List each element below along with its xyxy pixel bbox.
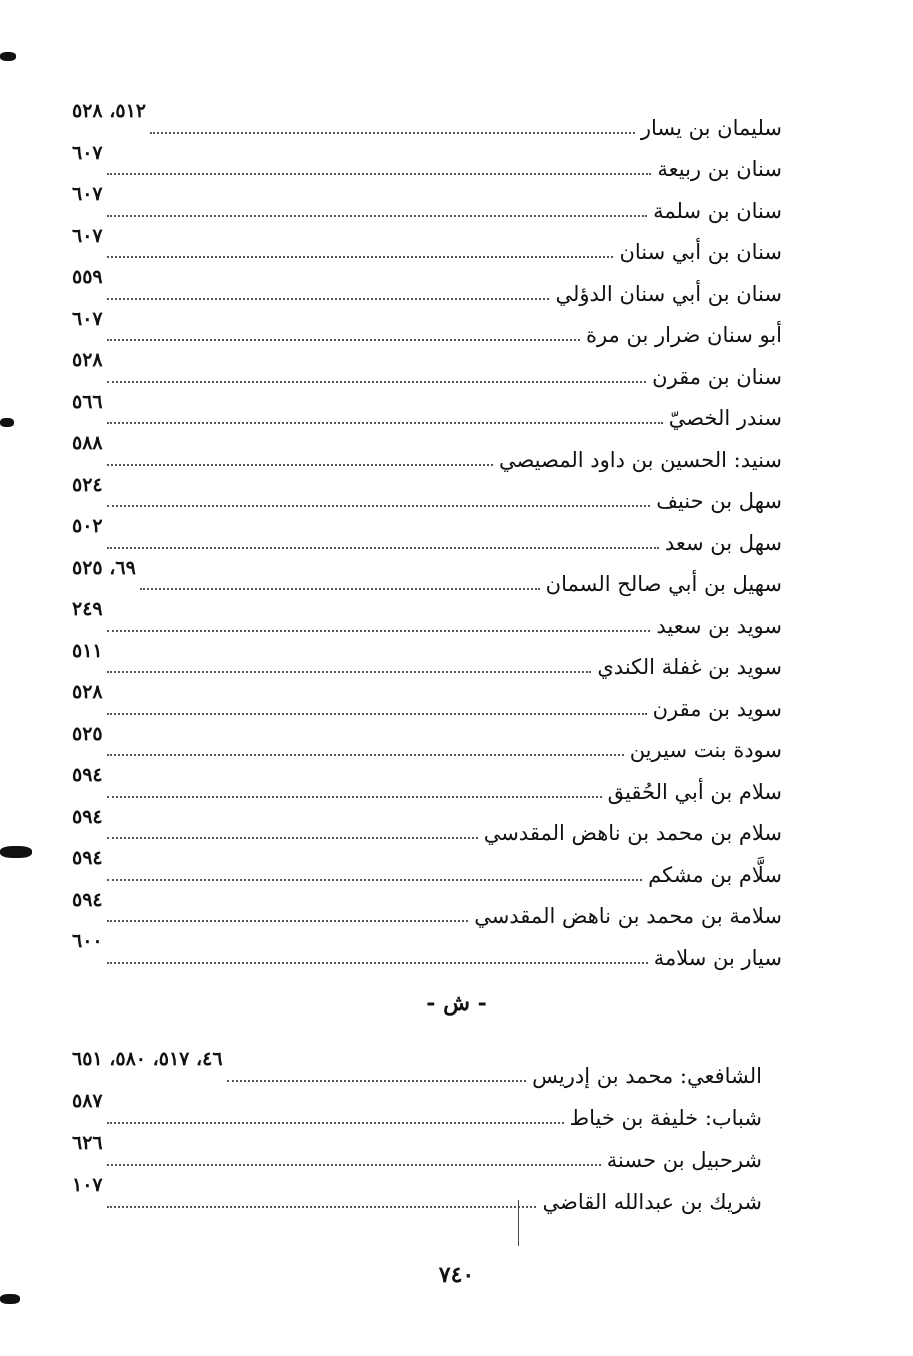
- entry-pages: ٦٠٧: [72, 183, 103, 205]
- index-entry: [72, 1048, 762, 1090]
- entry-pages: ٦٠٧: [72, 307, 103, 330]
- entry-pages: ٤٦، ٥١٧، ٥٨٠، ٦٥١: [72, 1048, 223, 1070]
- entry-name: سيار بن سلامة: [653, 945, 782, 970]
- dot-leader: [107, 298, 550, 300]
- index-section-seen: [72, 100, 782, 972]
- entry-name: شريك بن عبدالله القاضي: [542, 1190, 762, 1214]
- index-section-sheen: [72, 1048, 762, 1216]
- index-entry: [72, 432, 782, 474]
- entry-name: سنان بن سلمة: [653, 198, 782, 223]
- entry-pages: ٥٩٤: [72, 764, 103, 786]
- scan-edge-mark: [0, 846, 32, 858]
- scan-edge-mark: [0, 418, 14, 427]
- index-entry: [72, 889, 782, 931]
- entry-pages: ٥٢٨: [72, 681, 103, 703]
- entry-name: سهل بن سعد: [664, 530, 782, 555]
- scan-edge-mark: [0, 52, 16, 61]
- dot-leader: [227, 1080, 527, 1082]
- entry-pages: ٥٩٤: [72, 888, 103, 911]
- index-entry: [72, 764, 782, 806]
- entry-pages: ٥١١: [72, 639, 103, 662]
- column-divider: [518, 1200, 519, 1246]
- dot-leader: [107, 547, 659, 549]
- entry-name: سنان بن أبي سنان الدؤلي: [555, 281, 782, 306]
- dot-leader: [107, 1206, 537, 1208]
- entry-name: سهيل بن أبي صالح السمان: [545, 572, 782, 596]
- entry-name: سنان بن ربيعة: [657, 157, 782, 181]
- index-entry: [72, 474, 782, 516]
- dot-leader: [107, 256, 614, 258]
- entry-pages: ٥٢٥: [72, 722, 103, 745]
- index-entry: [72, 640, 782, 682]
- entry-name: سويد بن سعيد: [656, 613, 782, 638]
- dot-leader: [107, 920, 469, 922]
- entry-pages: ٦٠٠: [72, 930, 103, 952]
- index-entry: [72, 847, 782, 889]
- entry-pages: ١٠٧: [72, 1174, 103, 1196]
- entry-pages: ٦٠٧: [72, 141, 103, 164]
- section-heading-sheen: - ش -: [426, 990, 487, 1016]
- entry-name: سنان بن مقرن: [652, 364, 782, 389]
- entry-pages: ٥٨٨: [72, 432, 103, 454]
- dot-leader: [107, 671, 592, 673]
- dot-leader: [107, 962, 648, 964]
- entry-name: سندر الخصيّ: [668, 406, 782, 430]
- dot-leader: [107, 630, 651, 632]
- dot-leader: [107, 215, 647, 217]
- index-entry: [72, 681, 782, 723]
- entry-name: شرحبيل بن حسنة: [606, 1148, 762, 1172]
- entry-pages: ٥٢٨: [72, 349, 103, 371]
- index-entry: [72, 557, 782, 599]
- entry-name: شباب: خليفة بن خياط: [569, 1106, 762, 1130]
- entry-pages: ٥٩٤: [72, 805, 103, 828]
- index-entry: [72, 806, 782, 848]
- dot-leader: [107, 422, 663, 424]
- dot-leader: [107, 505, 651, 507]
- entry-pages: ٥٨٧: [72, 1090, 103, 1112]
- entry-name: سنيد: الحسين بن داود المصيصي: [498, 447, 782, 472]
- entry-name: سلام بن أبي الحُقيق: [607, 779, 782, 804]
- dot-leader: [107, 1122, 564, 1124]
- dot-leader: [107, 713, 647, 715]
- index-entry: [72, 225, 782, 267]
- dot-leader: [107, 879, 643, 881]
- dot-leader: [107, 339, 580, 341]
- entry-name: الشافعي: محمد بن إدريس: [532, 1064, 762, 1088]
- dot-leader: [150, 132, 635, 134]
- entry-pages: ٦٠٧: [72, 224, 103, 247]
- entry-name: سليمان بن يسار: [640, 115, 782, 140]
- index-entry: [72, 142, 782, 184]
- entry-name: سلَّام بن مشكم: [648, 862, 782, 887]
- dot-leader: [107, 381, 647, 383]
- index-entry: [72, 598, 782, 640]
- entry-name: سهل بن حنيف: [656, 489, 782, 513]
- index-entry: [72, 1174, 762, 1216]
- index-entry: [72, 183, 782, 225]
- entry-pages: ٥٠٢: [72, 515, 103, 537]
- index-entry: [72, 930, 782, 972]
- entry-name: سودة بنت سيرين: [629, 738, 782, 762]
- entry-pages: ٦٢٦: [72, 1132, 103, 1154]
- page-number: ٧٤٠: [438, 1262, 475, 1288]
- scan-edge-mark: [0, 1294, 20, 1304]
- index-entry: [72, 100, 782, 142]
- index-entry: [72, 1132, 762, 1174]
- entry-name: سلام بن محمد بن ناهض المقدسي: [483, 821, 782, 845]
- dot-leader: [107, 464, 493, 466]
- dot-leader: [107, 173, 652, 175]
- entry-name: أبو سنان ضرار بن مرة: [585, 323, 782, 347]
- index-entry: [72, 515, 782, 557]
- index-entry: [72, 308, 782, 350]
- dot-leader: [107, 837, 478, 839]
- dot-leader: [140, 588, 540, 590]
- index-entry: [72, 266, 782, 308]
- index-entry: [72, 391, 782, 433]
- dot-leader: [107, 796, 602, 798]
- index-entry: [72, 1090, 762, 1132]
- entry-name: سويد بن غفلة الكندي: [597, 655, 782, 679]
- entry-pages: ٥٦٦: [72, 390, 103, 413]
- index-entry: [72, 723, 782, 765]
- entry-pages: ٥٩٤: [72, 847, 103, 869]
- entry-pages: ٥٢٤: [72, 473, 103, 496]
- dot-leader: [107, 1164, 601, 1166]
- entry-name: سنان بن أبي سنان: [619, 240, 782, 264]
- entry-name: سويد بن مقرن: [652, 696, 782, 721]
- index-entry: [72, 349, 782, 391]
- entry-pages: ٦٩، ٥٢٥: [72, 556, 136, 579]
- entry-pages: ٢٤٩: [72, 598, 103, 620]
- dot-leader: [107, 754, 624, 756]
- entry-pages: ٥٥٩: [72, 266, 103, 288]
- entry-pages: ٥١٢، ٥٢٨: [72, 100, 146, 122]
- entry-name: سلامة بن محمد بن ناهض المقدسي: [474, 904, 782, 928]
